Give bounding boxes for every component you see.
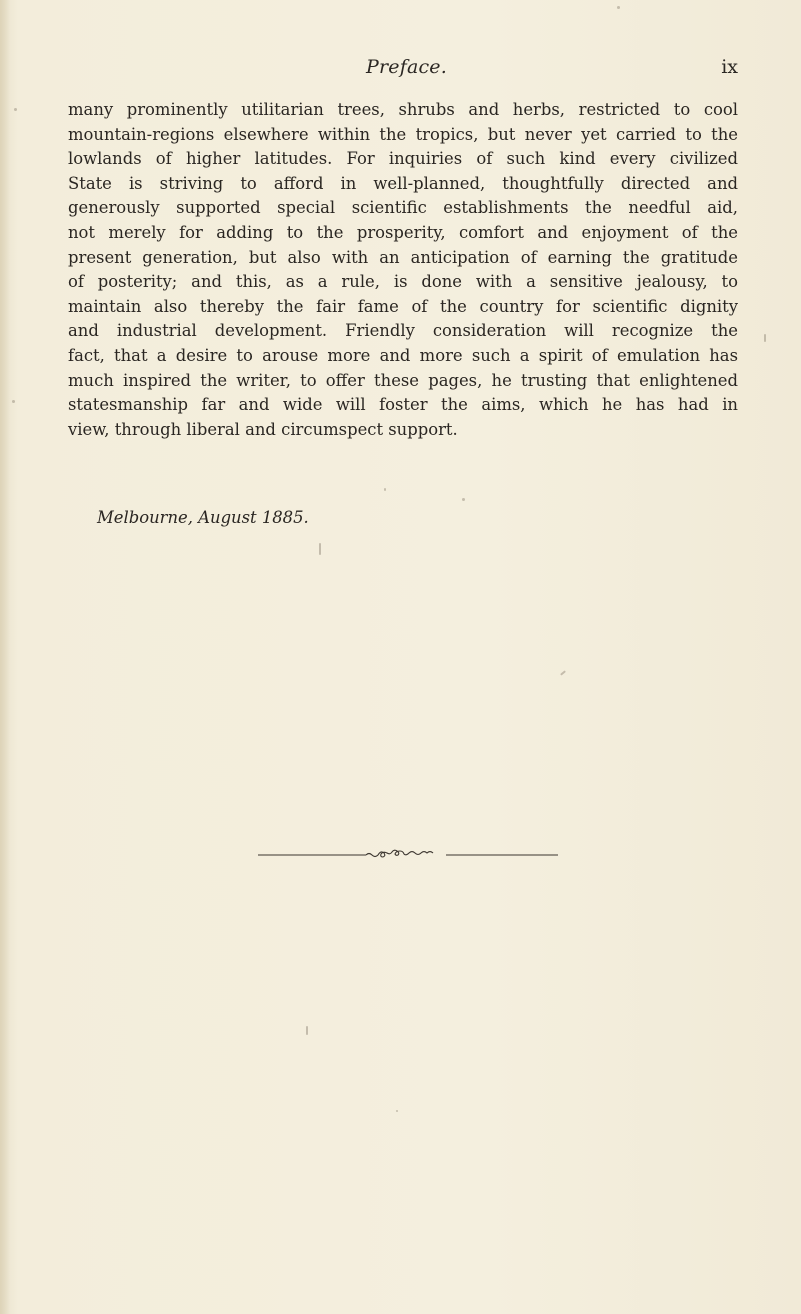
paper-speck <box>14 108 17 111</box>
text-line: statesmanship far and wide will foster the aims, which he has had in <box>68 395 738 415</box>
decorative-rule-icon <box>258 847 558 861</box>
text-line: present generation, but also with an anticipation of earning the gratitude <box>68 247 738 267</box>
text-line: mountain-regions elsewhere within the tropics, but never yet carried to the <box>68 124 738 144</box>
paper-speck <box>764 334 766 342</box>
paper-speck <box>617 6 620 9</box>
text-line: lowlands of higher latitudes. For inquiries of such kind every civilized <box>68 149 738 169</box>
text-line: and industrial development. Friendly consideration will recognize the <box>68 321 738 341</box>
paper-speck <box>560 670 566 675</box>
running-head <box>68 56 738 86</box>
text-line: view, through liberal and circumspect support. <box>68 419 458 439</box>
text-line: much inspired the writer, to offer these pages, he trusting that enlightened <box>68 370 738 390</box>
page-number: ix <box>721 56 738 78</box>
text-line: maintain also thereby the fair fame of the country for scientific dignity <box>68 296 738 316</box>
preface-paragraph <box>68 98 738 442</box>
text-line: State is striving to afford in well-planned, thoughtfully directed and <box>68 173 738 193</box>
paper-speck <box>384 488 386 491</box>
text-line: fact, that a desire to arouse more and more such a spirit of emulation has <box>68 345 738 365</box>
signature-date: August 1885. <box>198 508 309 527</box>
paper-speck <box>319 543 321 555</box>
paper-speck <box>396 1110 398 1112</box>
running-title: Preface. <box>366 56 447 78</box>
text-line: not merely for adding to the prosperity, comfort and enjoyment of the <box>68 222 738 242</box>
gutter-shadow <box>0 0 10 1314</box>
text-line: generously supported special scientific establishments the needful aid, <box>68 198 738 218</box>
signature-line <box>97 508 309 527</box>
paper-speck <box>462 498 465 501</box>
paper-speck <box>12 400 15 403</box>
text-line: many prominently utilitarian trees, shrubs and herbs, restricted to cool <box>68 100 738 119</box>
paper-speck <box>306 1026 308 1035</box>
signature-place: Melbourne, <box>97 508 193 527</box>
text-line: of posterity; and this, as a rule, is done with a sensitive jealousy, to <box>68 272 738 292</box>
